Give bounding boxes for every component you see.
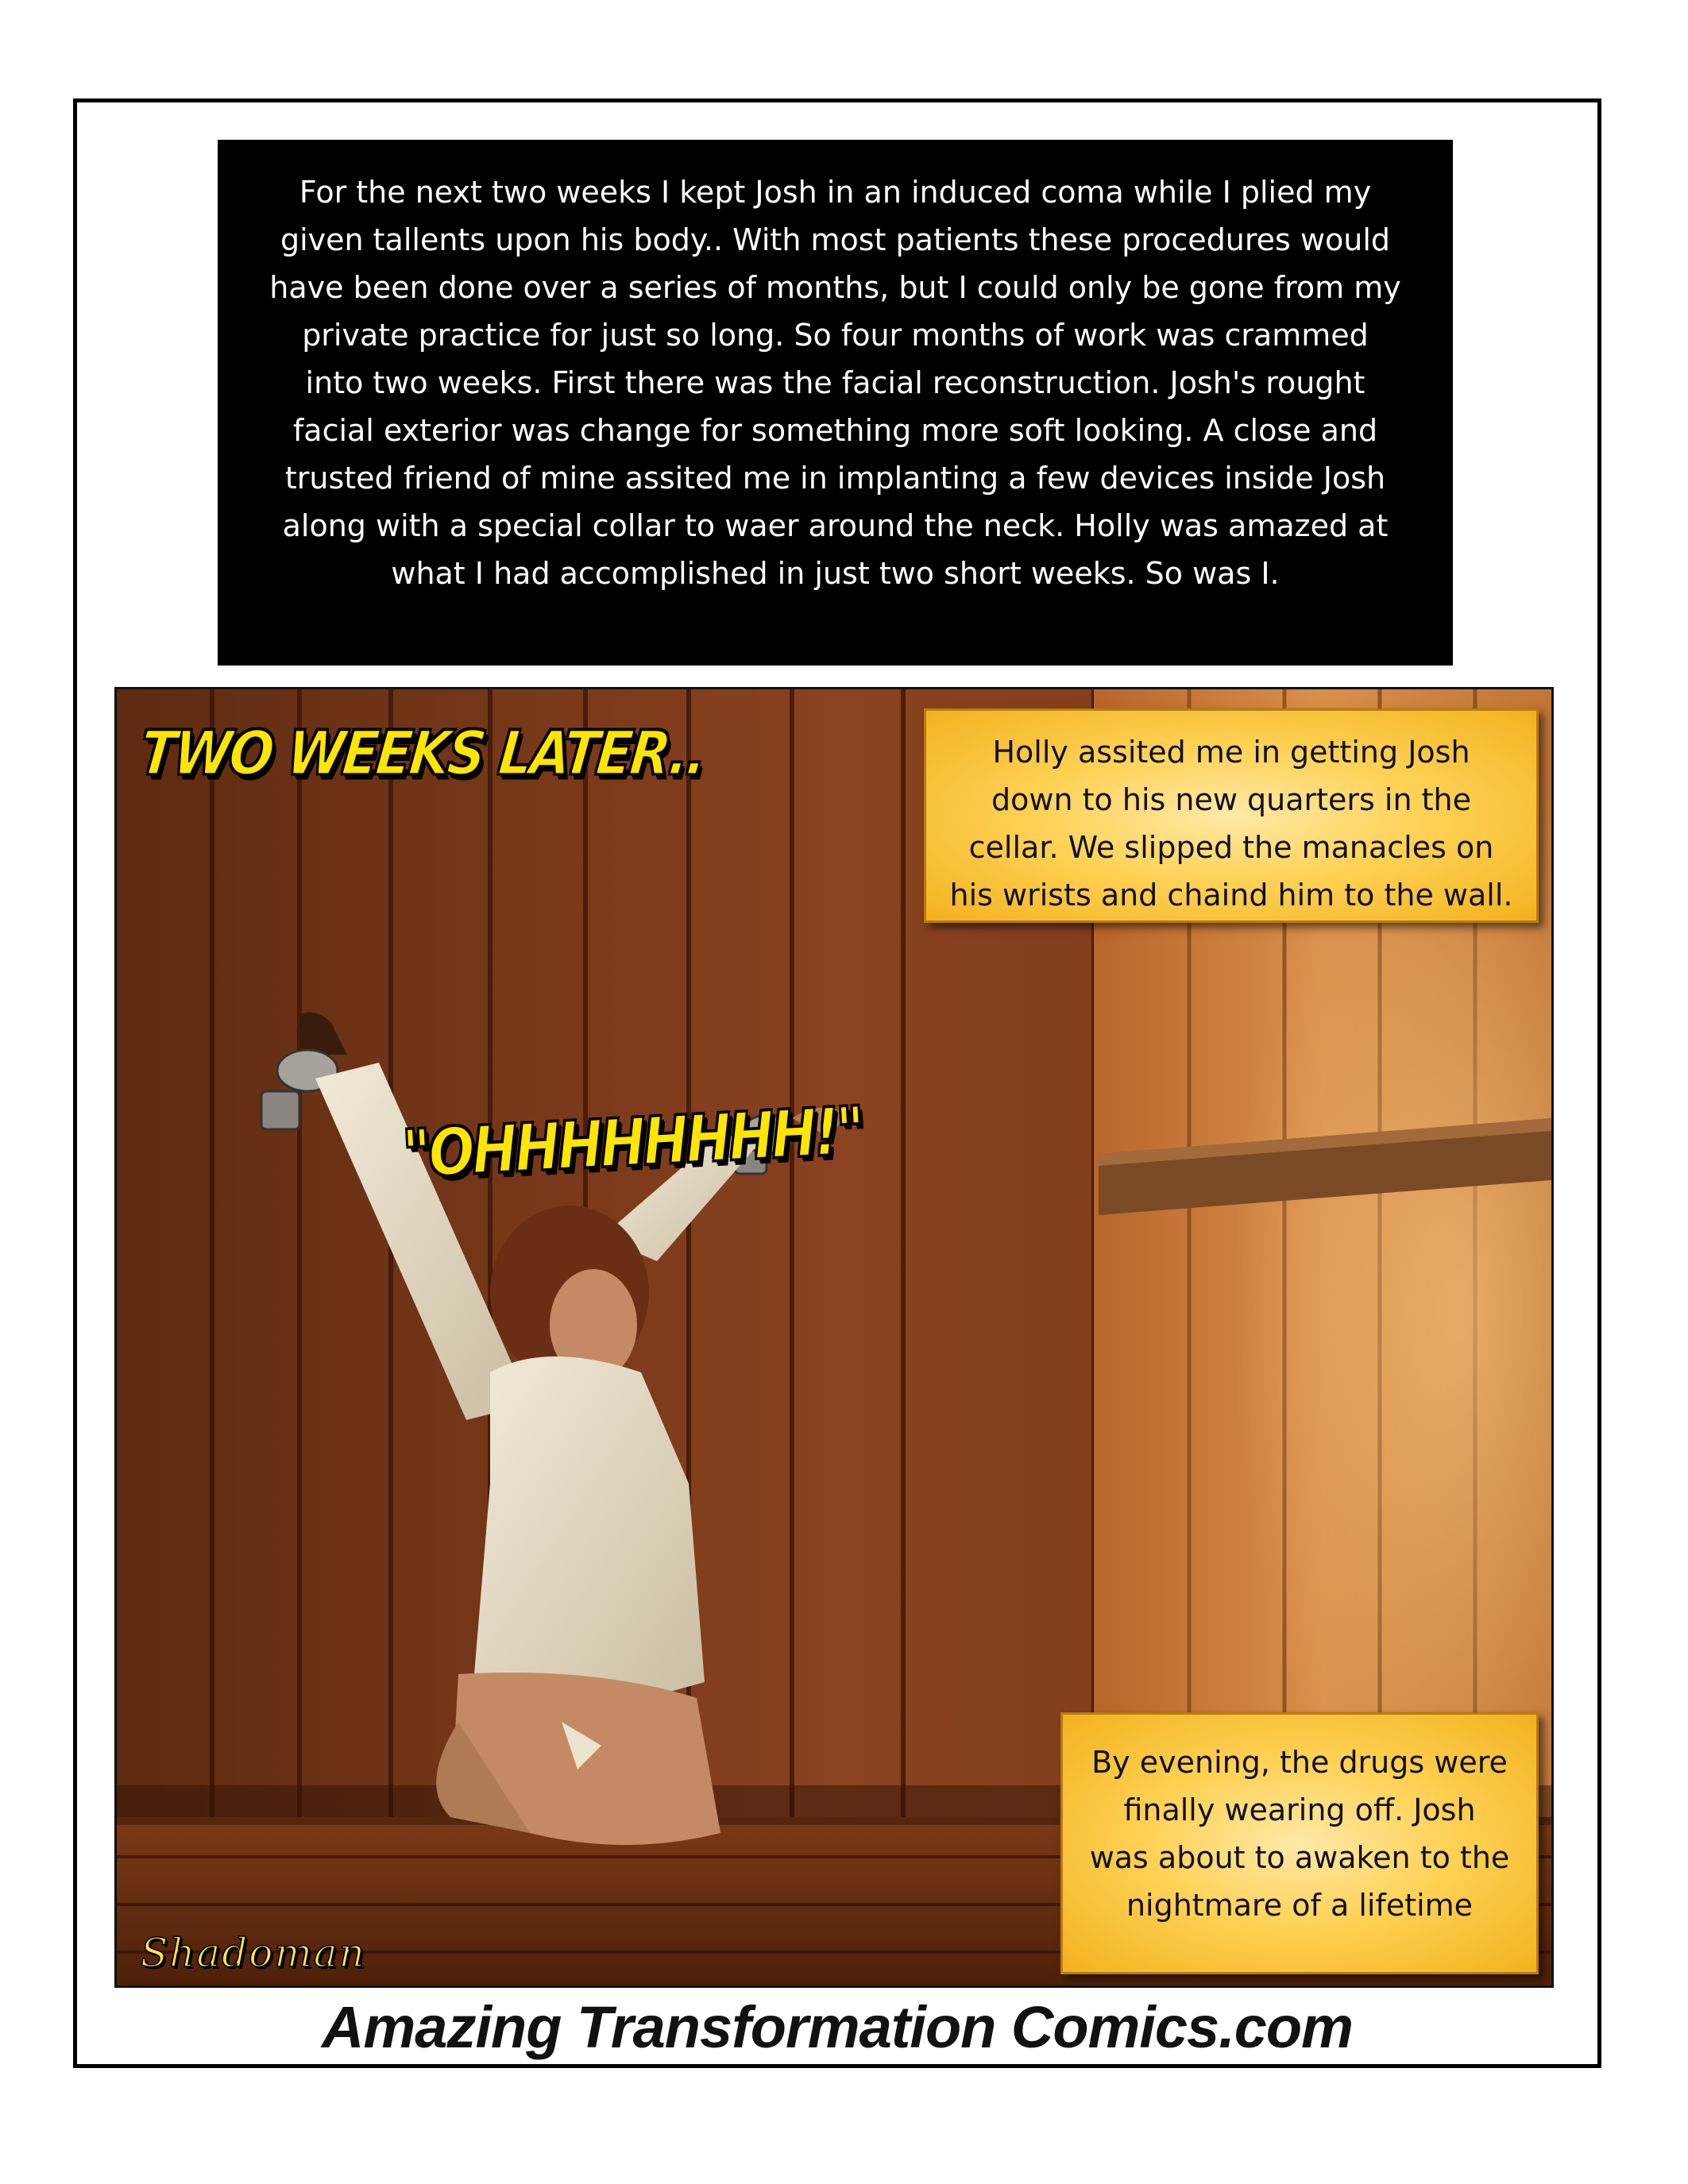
caption-box-bottom (1060, 1712, 1539, 1974)
site-footer: Amazing Transformation Comics.com (322, 1994, 1353, 2060)
narration-line: facial exterior was change for something more soft looking. A close and (292, 413, 1378, 448)
caption-line: cellar. We slipped the manacles on (968, 830, 1494, 865)
narration-line: into two weeks. First there was the facial reconstruction. Josh's rought (305, 365, 1365, 400)
narration-line: have been done over a series of months, but I could only be gone from my (269, 270, 1401, 305)
caption-line: his wrists and chaind him to the wall. (949, 878, 1513, 913)
sound-effect: "OHHHHHHHH!" (400, 1094, 865, 1193)
artist-signature: Shadoman (141, 1930, 366, 1976)
narration-line: trusted friend of mine assited me in implanting a few devices inside Josh (284, 461, 1386, 496)
narration-line: For the next two weeks I kept Josh in an induced coma while I plied my (299, 175, 1372, 210)
caption-line: down to his new quarters in the (991, 782, 1471, 817)
narration-line: along with a special collar to waer around the neck. Holly was amazed at (282, 508, 1389, 543)
caption-line: was about to awaken to the (1089, 1840, 1510, 1875)
narration-line: given tallents upon his body.. With most patients these procedures would (280, 222, 1391, 257)
narration-line: private practice for just so long. So four months of work was crammed (302, 318, 1369, 353)
narration-line: what I had accomplished in just two short weeks. So was I. (391, 556, 1280, 591)
narration-box (218, 140, 1453, 666)
time-label: TWO WEEKS LATER.. (137, 718, 709, 789)
caption-line: nightmare of a lifetime (1126, 1888, 1474, 1923)
caption-box-top (924, 708, 1539, 923)
caption-line: finally wearing off. Josh (1123, 1792, 1476, 1827)
comic-panel (114, 687, 1554, 1988)
caption-line: Holly assited me in getting Josh (992, 735, 1470, 770)
caption-line: By evening, the drugs were (1091, 1745, 1508, 1780)
